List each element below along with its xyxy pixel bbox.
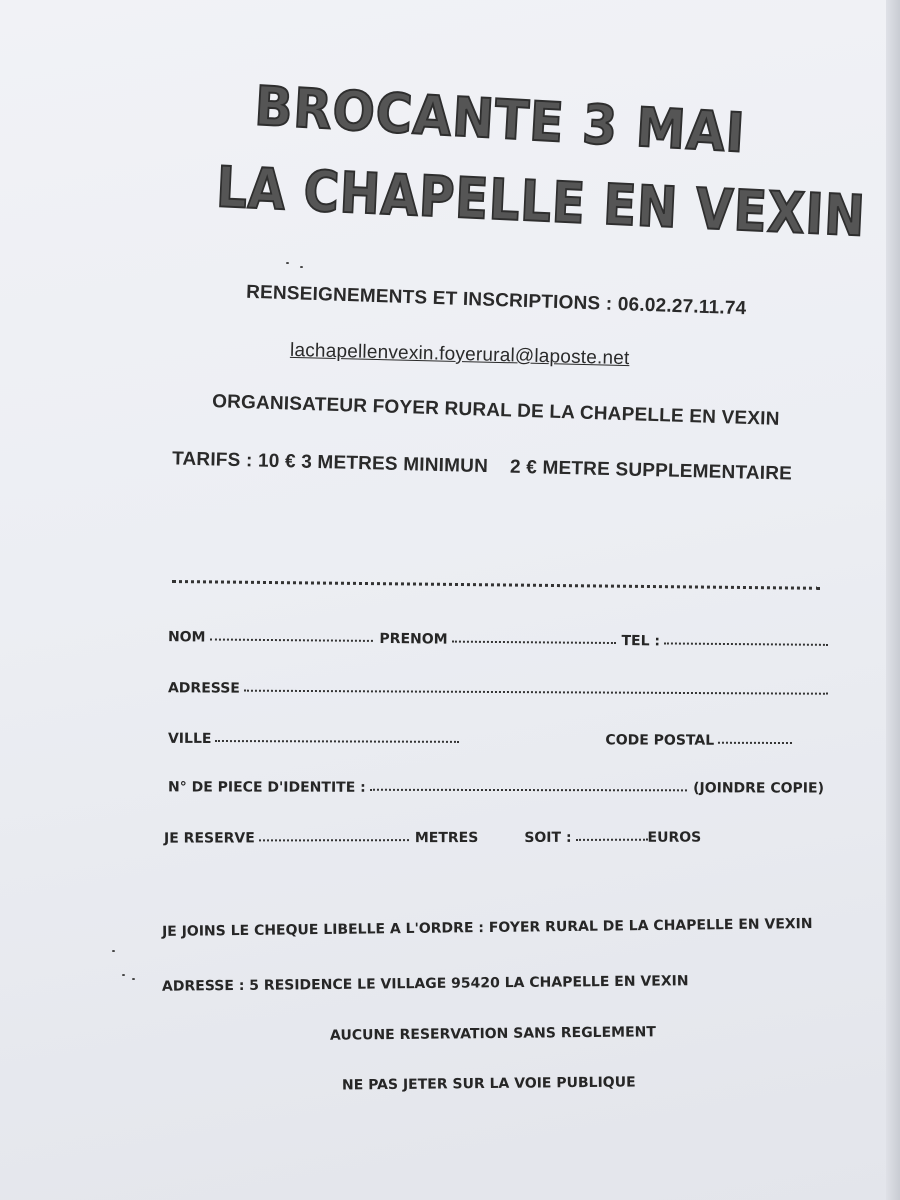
title-line-2: LA CHAPELLE EN VEXIN bbox=[215, 155, 867, 250]
piece-label: N° DE PIECE D'IDENTITE : bbox=[167, 779, 366, 796]
metres-field[interactable] bbox=[259, 839, 409, 841]
paper-edge bbox=[886, 0, 900, 1200]
metres-label: METRES bbox=[414, 830, 479, 847]
id-row bbox=[168, 771, 828, 796]
title-line-1: BROCANTE 3 MAI bbox=[253, 74, 747, 165]
tarifs-base: TARIFS : 10 € 3 METRES MINIMUN bbox=[171, 448, 489, 478]
reserve-label: JE RESERVE bbox=[163, 830, 255, 847]
cheque-instructions: JE JOINS LE CHEQUE LIBELLE A L'ORDRE : FOYER RURAL DE LA CHAPELLE EN VEXIN bbox=[161, 916, 813, 940]
contact-info: RENSEIGNEMENTS ET INSCRIPTIONS : 06.02.27.11.74 bbox=[245, 281, 747, 320]
tarifs-line bbox=[172, 448, 792, 485]
address-row bbox=[168, 672, 828, 699]
tel-label: TEL : bbox=[621, 633, 661, 650]
adresse-label: ADRESSE bbox=[167, 680, 240, 697]
piece-field[interactable] bbox=[370, 789, 687, 792]
litter-notice: NE PAS JETER SUR LA VOIE PUBLIQUE bbox=[341, 1074, 636, 1094]
joindre-copie-note: (JOINDRE COPIE) bbox=[693, 780, 825, 797]
email-address: lachapellenvexin.foyerural@laposte.net bbox=[289, 339, 630, 370]
code-postal-label: CODE POSTAL bbox=[605, 732, 715, 749]
name-row bbox=[168, 621, 828, 651]
tel-field[interactable] bbox=[664, 642, 828, 645]
adresse-field[interactable] bbox=[244, 690, 828, 695]
euros-label: EUROS bbox=[647, 829, 702, 846]
nom-field[interactable] bbox=[210, 638, 374, 641]
ink-speck bbox=[300, 266, 303, 268]
ink-speck bbox=[112, 950, 115, 952]
organizer-line: ORGANISATEUR FOYER RURAL DE LA CHAPELLE EN VEXIN bbox=[211, 391, 780, 430]
ink-speck bbox=[286, 262, 289, 264]
prenom-label: PRENOM bbox=[379, 630, 448, 648]
ink-speck bbox=[122, 974, 125, 976]
nom-label: NOM bbox=[167, 629, 206, 646]
tarifs-extra: 2 € METRE SUPPLEMENTAIRE bbox=[509, 456, 793, 485]
no-reservation-notice: AUCUNE RESERVATION SANS REGLEMENT bbox=[329, 1024, 656, 1044]
ink-speck bbox=[132, 978, 135, 980]
ville-field[interactable] bbox=[215, 740, 459, 743]
cut-line bbox=[172, 580, 820, 590]
ville-label: VILLE bbox=[167, 730, 212, 747]
euros-field[interactable] bbox=[576, 839, 648, 841]
reserve-row bbox=[164, 821, 824, 846]
city-row bbox=[168, 723, 828, 749]
prenom-field[interactable] bbox=[452, 641, 616, 644]
code-postal-field[interactable] bbox=[718, 742, 792, 744]
mailing-address: ADRESSE : 5 RESIDENCE LE VILLAGE 95420 LA CHAPELLE EN VEXIN bbox=[161, 973, 689, 995]
soit-label: SOIT : bbox=[524, 829, 572, 846]
